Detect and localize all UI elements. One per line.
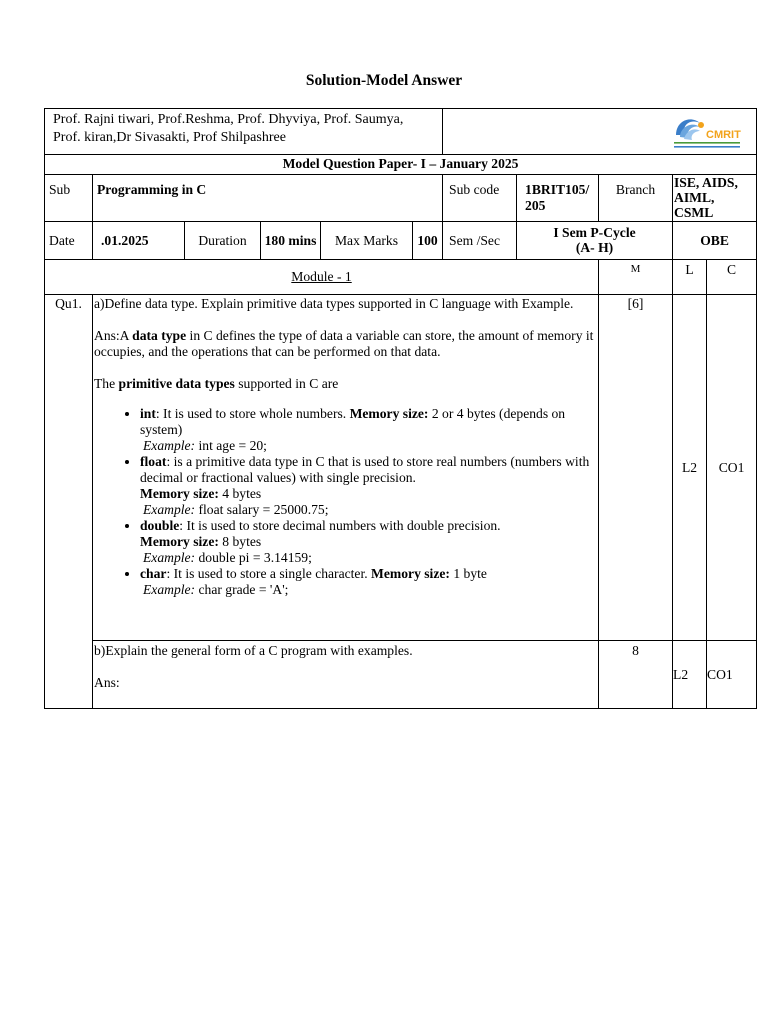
paper-title-row [45,155,757,175]
memory-label: Memory size: [140,534,219,549]
semsec-value [517,222,673,260]
sub-label: Sub [45,175,93,222]
paper-title: Model Question Paper- I – January 2025 [45,155,757,175]
date-label: Date [45,222,93,260]
type-name: float [140,454,167,469]
primitive-intro-pre: The [94,376,119,391]
memory-value: 2 or 4 bytes (depends on system) [140,406,566,437]
example-code: double pi = 3.14159; [195,550,312,565]
faculty-line-2: Prof. kiran,Dr Sivasakti, Prof Shilpashree [53,130,286,145]
memory-value: 4 bytes [218,486,262,501]
example-code: int age = 20; [195,438,267,453]
type-name: char [140,566,167,581]
type-name: int [140,406,156,421]
list-item-int [140,406,596,454]
type-desc: : It is used to store decimal numbers with double precision. [179,518,501,533]
obe-label: OBE [673,222,757,260]
duration-label: Duration [185,222,261,260]
memory-value: 1 byte [449,566,487,581]
list-item-float [140,454,596,518]
memory-label: Memory size: [349,406,429,421]
memory-label: Memory size: [371,566,450,581]
example-label: Example: [143,550,196,565]
question-1a-row [45,295,757,641]
duration-value: 180 mins [261,222,321,260]
col-header-c: C [707,260,757,295]
details-row [45,222,757,260]
branch-line-3: CSML [674,205,714,220]
list-item-double [140,518,596,566]
example-label: Example: [143,438,196,453]
semsec-line-1: I Sem P-Cycle [553,225,636,240]
faculty-row [45,109,757,155]
branch-line-1: ISE, AIDS, [674,175,738,190]
logo-text: CMRIT [706,129,741,141]
question-paper-table [44,108,757,709]
marks-1b: 8 [599,641,673,709]
list-item-char [140,566,596,598]
answer-definition-rest: in C defines the type of data a variable can store, the amount of memory it occupies, and the operations that can be performed on that data. [94,328,594,359]
primitive-types-list [94,406,596,598]
co-1a: CO1 [707,295,757,641]
answer-1a-definition [94,328,596,360]
question-1a-cell [93,295,599,641]
module-header-row [45,260,757,295]
example-code: char grade = 'A'; [195,582,289,597]
subcode-label: Sub code [443,175,517,222]
example-label: Example: [143,582,196,597]
primitive-intro [94,376,596,392]
maxmarks-label: Max Marks [321,222,413,260]
type-desc: : is a primitive data type in C that is used to store real numbers (numbers with decimal or fractional values) with single precision. [140,454,590,485]
maxmarks-value: 100 [413,222,443,260]
primitive-intro-post: supported in C are [234,376,339,391]
date-value: .01.2025 [93,222,185,260]
branch-value [673,175,757,222]
semsec-line-2: (A- H) [575,240,614,255]
faculty-cell [45,109,443,155]
answer-prefix: Ans:A [94,328,133,343]
example-label: Example: [143,502,196,517]
cmrit-logo [670,111,744,153]
logo-cell [443,109,757,155]
question-number: Qu1. [45,295,93,709]
semsec-label: Sem /Sec [443,222,517,260]
type-desc: : It is used to store whole numbers. [155,406,350,421]
answer-1b-label: Ans: [94,675,120,690]
level-1b: L2 [673,641,707,709]
module-label: Module - 1 [291,269,352,284]
question-1b-text: b)Explain the general form of a C program with examples. [94,643,413,658]
memory-value: 8 bytes [218,534,262,549]
subcode-value [517,175,599,222]
subcode-line-2: 205 [525,198,546,213]
question-1b-row [45,641,757,709]
answer-bold-term: data type [132,328,187,343]
col-header-l: L [673,260,707,295]
branch-label: Branch [599,175,673,222]
branch-line-2: AIML, [674,190,715,205]
type-desc: : It is used to store a single character. [166,566,372,581]
memory-label: Memory size: [140,486,219,501]
type-name: double [140,518,180,533]
question-1b-cell [93,641,599,709]
faculty-line-1: Prof. Rajni tiwari, Prof.Reshma, Prof. Dhyviya, Prof. Saumya, [53,112,404,127]
marks-1a: [6] [599,295,673,641]
subject-name: Programming in C [93,175,443,222]
page-title: Solution-Model Answer [305,72,463,89]
subcode-line-1: 1BRIT105/ [525,182,590,197]
subject-row [45,175,757,222]
level-1a: L2 [673,295,707,641]
co-1b: CO1 [707,641,757,709]
primitive-intro-bold: primitive data types [118,376,235,391]
col-header-m: M [599,260,673,295]
example-code: float salary = 25000.75; [195,502,329,517]
module-cell [45,260,599,295]
question-1a-text: a)Define data type. Explain primitive data types supported in C language with Example. [94,296,574,311]
